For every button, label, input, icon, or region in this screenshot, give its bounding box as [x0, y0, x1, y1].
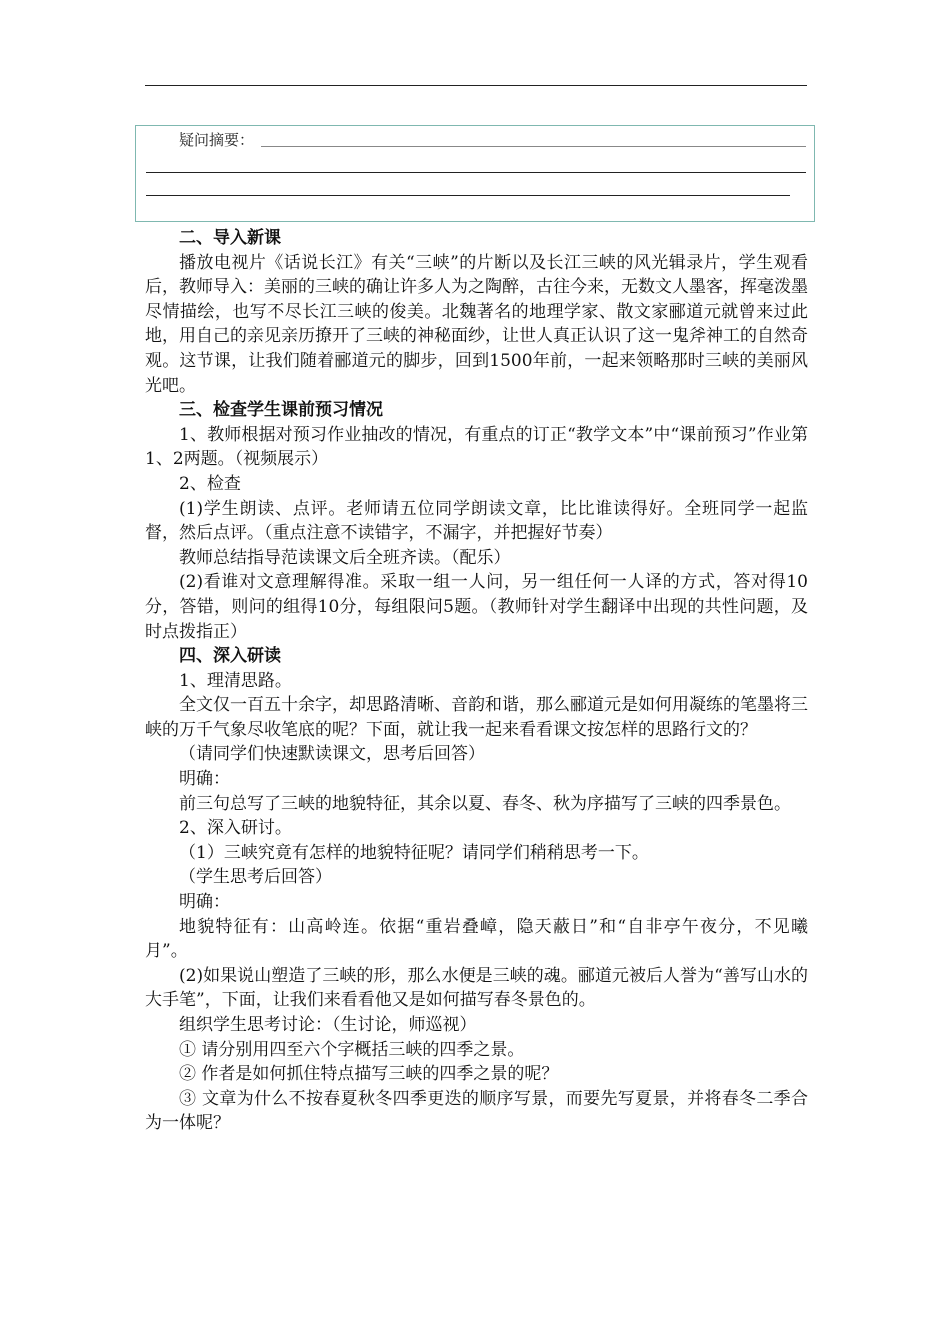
- section-heading: 三、检查学生课前预习情况: [179, 400, 383, 421]
- section-heading: 二、导入新课: [179, 228, 281, 248]
- paragraph: 2、深入研讨。: [179, 818, 292, 839]
- question-answer-line: [146, 172, 806, 173]
- paragraph: ③ 文章为什么不按春夏秋冬四季更迭的顺序写景，而要先写夏景，并将春冬二季合为一体呢？: [145, 1088, 808, 1134]
- paragraph: 前三句总写了三峡的地貌特征，其余以夏、春冬、秋为序描写了三峡的四季景色。: [179, 793, 791, 814]
- paragraph: (1)学生朗读、点评。老师请五位同学朗读文章，比比谁读得好。全班同学一起监督，然后点评。（重点注意不读错字，不漏字，并把握好节奏）: [145, 498, 808, 544]
- paragraph: 1、理清思路。: [179, 670, 292, 691]
- paragraph: (2)如果说山塑造了三峡的形，那么水便是三峡的魂。郦道元被后人誉为“善写山水的大手笔”，下面，让我们来看看他又是如何描写春冬景色的。: [145, 965, 808, 1011]
- paragraph: 明确：: [179, 769, 230, 790]
- lesson-body: [145, 226, 808, 1136]
- paragraph: （请同学们快速默读课文，思考后回答）: [179, 744, 485, 765]
- question-summary-box: [135, 125, 815, 222]
- paragraph: 1、教师根据对预习作业抽改的情况，有重点的订正“教学文本”中“课前预习”作业第1、2两题。（视频展示）: [145, 424, 808, 470]
- paragraph: 组织学生思考讨论：（生讨论，师巡视）: [179, 1015, 477, 1035]
- paragraph: （1）三峡究竟有怎样的地貌特征呢？请同学们稍稍思考一下。: [179, 842, 649, 863]
- paragraph: 播放电视片《话说长江》有关“三峡”的片断以及长江三峡的风光辑录片，学生观看后，教师导入：美丽的三峡的确让许多人为之陶醉，古往今来，无数文人墨客，挥毫泼墨尽情描绘，也写不尽长江三峡的俊美。北魏著名的地理学家、散文家郦道元就曾来过此地，用自己的亲见亲历撩开了三峡的神秘面纱，让世人真正认识了这一鬼斧神工的自然奇观。这节课，让我们随着郦道元的脚步，回到1500年前，一起来领略那时三峡的美丽风光吧。: [145, 252, 808, 396]
- paragraph: ② 作者是如何抓住特点描写三峡的四季之景的呢？: [179, 1064, 559, 1085]
- section-heading: 四、深入研读: [179, 646, 281, 667]
- question-answer-line: [261, 146, 806, 147]
- paragraph: 教师总结指导范读课文后全班齐读。（配乐）: [179, 547, 511, 568]
- paragraph: 全文仅一百五十余字，却思路清晰、音韵和谐，那么郦道元是如何用凝练的笔墨将三峡的万千气象尽收笔底的呢？下面，就让我一起来看看课文按怎样的思路行文的？: [145, 695, 808, 740]
- paragraph: 2、检查: [179, 473, 241, 494]
- paragraph: (2)看谁对文意理解得准。采取一组一人问，另一组任何一人译的方式，答对得10分，答错，则问的组得10分，每组限问5题。（教师针对学生翻译中出现的共性问题，及时点拨指正）: [145, 572, 808, 642]
- paragraph: （学生思考后回答）: [179, 867, 332, 888]
- paragraph: ① 请分别用四至六个字概括三峡的四季之景。: [179, 1039, 525, 1060]
- paragraph: 明确：: [179, 892, 230, 913]
- question-answer-line: [146, 195, 790, 196]
- paragraph: 地貌特征有：山高岭连。依据“重岩叠嶂，隐天蔽日”和“自非亭午夜分，不见曦月”。: [145, 916, 808, 962]
- question-summary-label: 疑问摘要：: [179, 131, 255, 149]
- top-rule: [145, 85, 807, 86]
